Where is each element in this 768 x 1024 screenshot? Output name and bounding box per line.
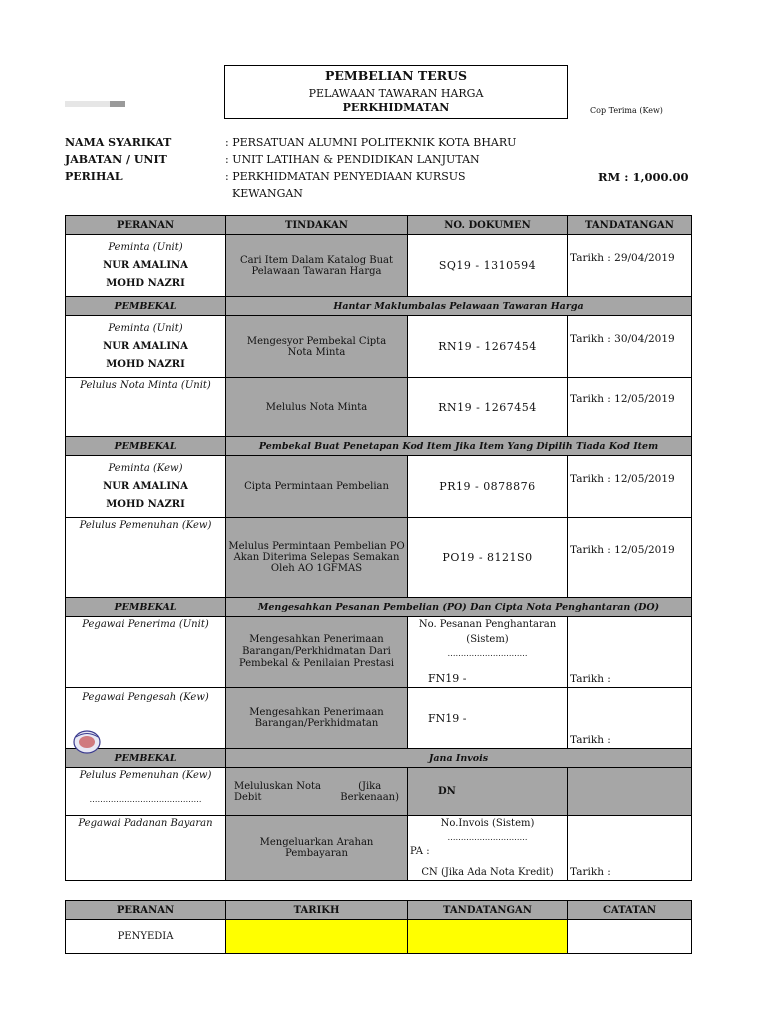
perihal-label: PERIHAL: [65, 170, 123, 183]
workflow-header-row: [66, 216, 692, 235]
person-name: MOHD NAZRI: [106, 278, 185, 289]
table-row: [66, 518, 692, 598]
pembekal-action: Hantar Maklumbalas Pelawaan Tawaran Harga: [226, 297, 692, 316]
doc-label: No. Pesanan Penghantaran: [418, 619, 557, 630]
tarikh-value: Tarikh :: [570, 734, 611, 746]
pembekal-row: [66, 437, 692, 456]
perihal-value: : PERKHIDMATAN PENYEDIAAN KURSUS: [225, 170, 466, 183]
action-cell: Melulus Permintaan Pembelian PO Akan Diterima Selepas Semakan Oleh AO 1GFMAS: [226, 518, 408, 598]
table-row: [66, 316, 692, 378]
signature-cell[interactable]: [568, 378, 692, 437]
action-cell: Cari Item Dalam Katalog Buat Pelawaan Tawaran Harga: [226, 235, 408, 297]
role-label: Peminta (Kew): [108, 463, 183, 474]
signature-dots: ……………………………………: [89, 795, 202, 804]
header-tandatangan: TANDATANGAN: [408, 901, 568, 920]
person-name: NUR AMALINA: [103, 260, 188, 271]
person-name: MOHD NAZRI: [106, 359, 185, 370]
header-tandatangan: TANDATANGAN: [568, 216, 692, 235]
workflow-table: [65, 215, 692, 881]
role-label: Pelulus Pemenuhan (Kew): [79, 520, 212, 531]
form-subtitle: PELAWAAN TAWARAN HARGA: [308, 87, 484, 100]
action-cell: Mengesyor Pembekal Cipta Nota Minta: [226, 316, 408, 378]
tarikh-value: Tarikh : 12/05/2019: [570, 472, 675, 485]
signature-cell[interactable]: [568, 456, 692, 518]
pembekal-action: Pembekal Buat Penetapan Kod Item Jika Item Yang Dipilih Tiada Kod Item: [226, 437, 692, 456]
header-tindakan: TINDAKAN: [226, 216, 408, 235]
pembekal-row: [66, 598, 692, 617]
signature-cell[interactable]: [568, 816, 692, 881]
fn-number: FN19 -: [428, 711, 467, 725]
signature-cell[interactable]: [568, 768, 692, 816]
role-label: Peminta (Unit): [108, 242, 183, 253]
doc-dots: …………………………: [447, 833, 528, 842]
doc-label: (Sistem): [466, 634, 509, 645]
signature-cell[interactable]: [568, 235, 692, 297]
document-number: RN19 - 1267454: [408, 316, 568, 378]
pembekal-row: [66, 297, 692, 316]
perihal-value-line2: KEWANGAN: [232, 187, 303, 200]
table-row: [66, 688, 692, 749]
nama-syarikat-label: NAMA SYARIKAT: [65, 136, 172, 149]
table-row: [66, 920, 692, 954]
person-name: NUR AMALINA: [103, 481, 188, 492]
role-label: Pegawai Padanan Bayaran: [78, 818, 213, 829]
fn-number[interactable]: FN19 -: [428, 672, 467, 685]
document-number: SQ19 - 1310594: [408, 235, 568, 297]
header-tarikh: TARIKH: [226, 901, 408, 920]
cop-terima-label: Cop Terima (Kew): [590, 106, 663, 115]
person-name: NUR AMALINA: [103, 341, 188, 352]
table-row: [66, 816, 692, 881]
form-title: PEMBELIAN TERUS: [324, 68, 468, 83]
signature-cell[interactable]: [568, 518, 692, 598]
action-cell: Melulus Nota Minta: [226, 378, 408, 437]
jabatan-label: JABATAN / UNIT: [65, 153, 167, 166]
header-no-dokumen: NO. DOKUMEN: [408, 216, 568, 235]
tarikh-value: Tarikh :: [570, 866, 611, 878]
stamp-icon: [72, 728, 102, 754]
pa-label[interactable]: PA :: [410, 846, 430, 857]
role-label: Pegawai Pengesah (Kew): [82, 692, 209, 703]
pembekal-action: Mengesahkan Pesanan Pembelian (PO) Dan Cipta Nota Penghantaran (DO): [226, 598, 692, 617]
action-cell: Cipta Permintaan Pembelian: [226, 456, 408, 518]
tarikh-value: Tarikh : 30/04/2019: [570, 332, 675, 345]
tandatangan-input-cell[interactable]: [408, 920, 568, 954]
action-cell: Mengesahkan Penerimaan Barangan/Perkhidmatan: [226, 688, 408, 749]
cn-label: CN (Jika Ada Nota Kredit): [421, 867, 554, 878]
signature-cell[interactable]: [568, 688, 692, 749]
penyedia-header-row: [66, 901, 692, 920]
header-peranan: PERANAN: [66, 901, 226, 920]
document-number: PO19 - 8121S0: [408, 518, 568, 598]
role-label: Peminta (Unit): [108, 323, 183, 334]
form-category: PERKHIDMATAN: [342, 101, 450, 114]
action-cell: Mengeluarkan Arahan Pembayaran: [226, 816, 408, 881]
debit-note-number: DN: [408, 768, 568, 816]
header-catatan: CATATAN: [568, 901, 692, 920]
document-number: RN19 - 1267454: [408, 378, 568, 437]
penyedia-label: PENYEDIA: [66, 920, 226, 954]
catatan-cell[interactable]: [568, 920, 692, 954]
pembekal-row: [66, 749, 692, 768]
document-number: PR19 - 0878876: [408, 456, 568, 518]
logo-bar: [65, 101, 125, 107]
penyedia-table: [65, 900, 692, 954]
doc-label: No.Invois (Sistem): [440, 818, 535, 829]
pembekal-label: PEMBEKAL: [66, 297, 226, 316]
nama-syarikat-value: : PERSATUAN ALUMNI POLITEKNIK KOTA BHARU: [225, 136, 517, 149]
jabatan-value: : UNIT LATIHAN & PENDIDIKAN LANJUTAN: [225, 153, 480, 166]
table-row: [66, 456, 692, 518]
action-cell: Mengesahkan Penerimaan Barangan/Perkhidmatan Dari Pembekal & Penilaian Prestasi: [226, 617, 408, 688]
action-note: (Jika Berkenaan): [340, 780, 399, 803]
tarikh-value: Tarikh : 29/04/2019: [570, 251, 675, 264]
role-label: Pegawai Penerima (Unit): [82, 619, 209, 630]
tarikh-value: Tarikh : 12/05/2019: [570, 393, 675, 405]
signature-cell[interactable]: [568, 617, 692, 688]
table-row: [66, 235, 692, 297]
signature-cell[interactable]: [568, 316, 692, 378]
pembekal-action: Jana Invois: [226, 749, 692, 768]
header-peranan: PERANAN: [66, 216, 226, 235]
tarikh-value: Tarikh : 12/05/2019: [570, 543, 675, 556]
table-row: [66, 617, 692, 688]
pembekal-label: PEMBEKAL: [66, 437, 226, 456]
pembekal-label: PEMBEKAL: [66, 749, 226, 768]
title-box: [224, 65, 568, 119]
tarikh-value: Tarikh :: [570, 673, 611, 685]
role-label: Pelulus Pemenuhan (Kew): [79, 770, 212, 781]
table-row: [66, 378, 692, 437]
tarikh-input-cell[interactable]: [226, 920, 408, 954]
doc-dots: …………………………: [447, 649, 528, 658]
table-row: [66, 768, 692, 816]
rm-amount: RM : 1,000.00: [598, 170, 689, 184]
pembekal-label: PEMBEKAL: [66, 598, 226, 617]
role-label: Pelulus Nota Minta (Unit): [80, 380, 211, 391]
action-cell: Meluluskan Nota Debit: [234, 780, 321, 803]
person-name: MOHD NAZRI: [106, 499, 185, 510]
